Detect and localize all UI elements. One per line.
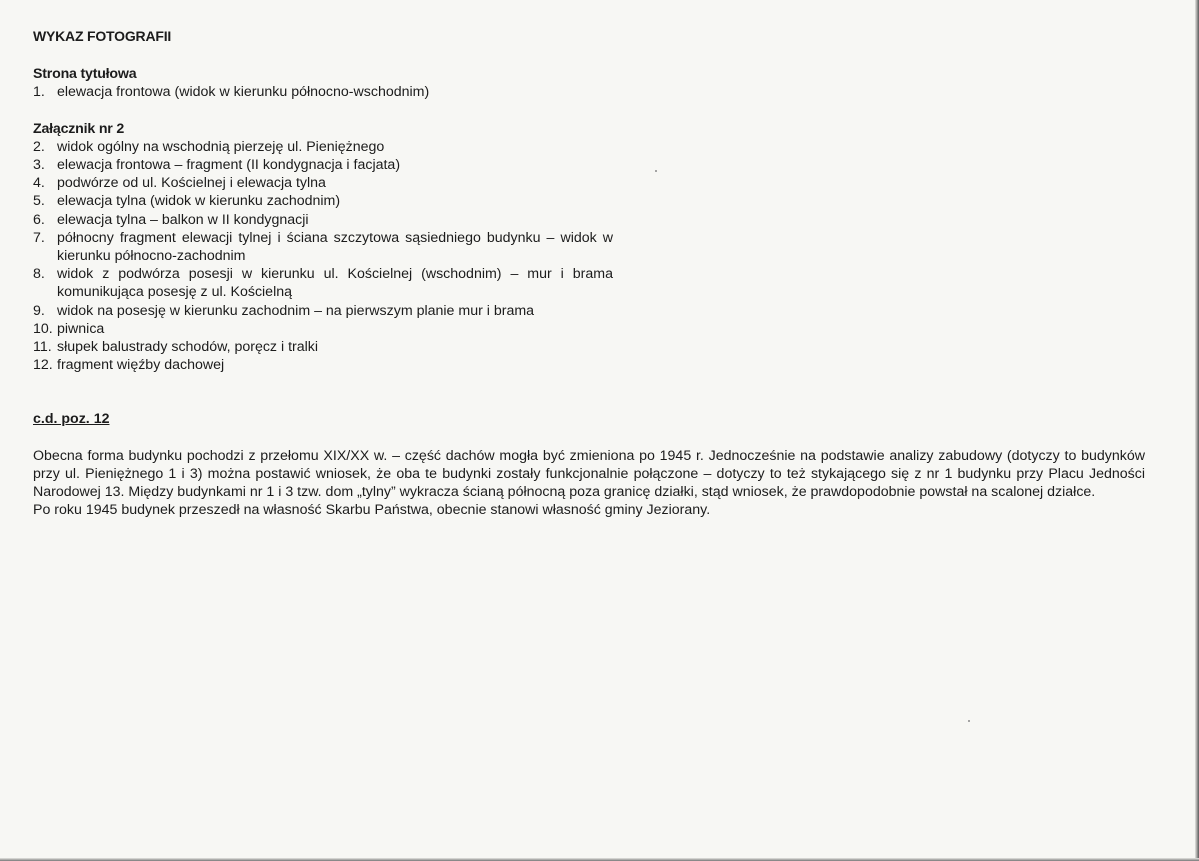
item-text: fragment więźby dachowej — [57, 357, 225, 374]
item-number: 12. — [33, 357, 53, 374]
item-text: elewacja tylna – balkon w II kondygnacji — [57, 211, 309, 228]
document-content — [33, 27, 1153, 519]
list-item — [33, 174, 613, 192]
continuation-paragraph: Obecna forma budynku pochodzi z przełomu XIX/XX w. – część dachów mogła być zmieniona po 1945 r. Jednocześnie na podstawie analizy zabudowy (dotyczy to budynków przy ul. Pieniężnego 1 i 3) można postawić wniosek, że oba te budynki zostały funkcjonalnie połączone – dotyczy to też stykającego się z nr 1 budynku przy Placu Jedności Narodowej 13. Między budynkami nr 1 i 3 tzw. dom „tylny” wykracza ścianą północną poza granicę działki, stąd wniosek, że prawdopodobnie powstał na scalonej działce. — [33, 447, 1145, 501]
document-title: WYKAZ FOTOGRAFII — [33, 28, 172, 44]
item-number: 9. — [33, 302, 45, 319]
item-number: 11. — [33, 339, 52, 356]
item-number: 6. — [33, 211, 45, 228]
list-item — [33, 211, 613, 229]
section-heading-title-page: Strona tytułowa — [33, 66, 137, 83]
item-number: 2. — [33, 138, 45, 155]
item-text: północny fragment elewacji tylnej i ściana szczytowa sąsiedniego budynku – widok w kierunku północno-zachodnim — [57, 229, 613, 265]
item-text: słupek balustrady schodów, poręcz i tralki — [57, 339, 319, 356]
continuation-paragraph: Po roku 1945 budynek przeszedł na własność Skarbu Państwa, obecnie stanowi własność gminy Jeziorany. — [33, 502, 711, 519]
item-text: elewacja tylna (widok w kierunku zachodnim) — [57, 193, 341, 210]
item-text: podwórze od ul. Kościelnej i elewacja tylna — [57, 175, 326, 192]
item-number: 4. — [33, 175, 45, 192]
scan-speck — [968, 720, 970, 722]
item-text: elewacja frontowa – fragment (II kondygnacja i facjata) — [57, 157, 401, 174]
item-number: 3. — [33, 157, 45, 174]
item-text: widok z podwórza posesji w kierunku ul. Kościelnej (wschodnim) – mur i brama komunikująca posesję z ul. Kościelną — [57, 266, 613, 301]
list-item — [33, 192, 613, 210]
photo-list-title-page — [33, 83, 1153, 101]
list-item — [33, 138, 613, 156]
list-item — [33, 156, 613, 174]
item-text: piwnica — [57, 320, 105, 337]
list-item — [33, 302, 613, 320]
list-item — [33, 338, 613, 356]
item-number: 8. — [33, 266, 45, 283]
continuation-heading: c.d. poz. 12 — [33, 411, 110, 428]
list-item — [33, 265, 613, 301]
list-item — [33, 320, 613, 338]
list-item — [33, 356, 613, 374]
item-text: widok ogólny na wschodnią pierzeję ul. Pieniężnego — [57, 138, 385, 155]
photo-list-attachment-2 — [33, 138, 1153, 375]
item-number: 1. — [33, 84, 45, 101]
list-item — [33, 83, 613, 101]
scan-speck — [655, 170, 657, 172]
item-text: widok na posesję w kierunku zachodnim – na pierwszym planie mur i brama — [57, 302, 535, 319]
section-heading-attachment-2: Załącznik nr 2 — [33, 120, 125, 137]
list-item — [33, 229, 613, 265]
item-text: elewacja frontowa (widok w kierunku północno-wschodnim) — [57, 84, 430, 101]
item-number: 5. — [33, 193, 45, 210]
item-number: 7. — [33, 229, 45, 246]
scan-edge-right — [1195, 0, 1199, 861]
item-number: 10. — [33, 320, 53, 337]
